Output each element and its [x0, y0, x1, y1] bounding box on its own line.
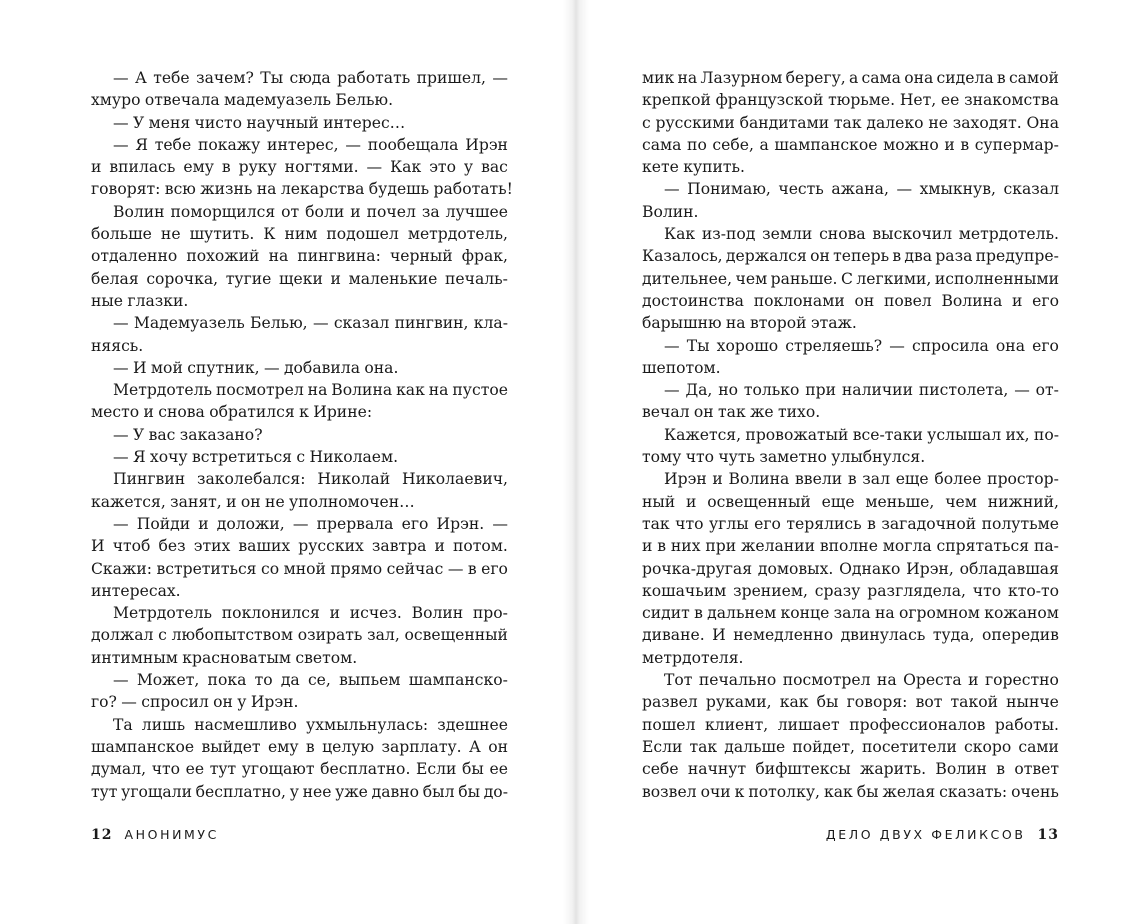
right-folio [826, 827, 1059, 843]
text-line: — Ты хорошо стреляешь? — спросила она его [664, 336, 1059, 355]
text-line: И чтоб без этих ваших русских завтра и потом. [91, 537, 508, 556]
text-line: Тот печально посмотрел на Ореста и горестно [664, 671, 1059, 690]
text-line: дительнее, чем раньше. С легкими, исполненными [642, 269, 1059, 288]
text-line: ные глазки. [91, 291, 189, 310]
left-page-text [91, 67, 513, 803]
text-line: говорят: всю жизнь на лекарства будешь работать! [91, 180, 513, 199]
text-line: го? — спросил он у Ирэн. [91, 693, 299, 712]
text-line: кошачьим зрением, сразу разглядела, что кто-то [642, 581, 1059, 600]
text-line: интимным красноватым светом. [91, 648, 358, 667]
text-line: белая сорочка, тугие щеки и маленькие печаль- [91, 269, 508, 288]
text-line: Метрдотель поклонился и исчез. Волин про- [113, 604, 508, 623]
text-line: Если так дальше пойдет, посетители скоро сами [642, 737, 1059, 756]
text-line: ный и освещенный еще меньше, чем нижний, [642, 492, 1059, 511]
text-line: — Понимаю, честь ажана, — хмыкнув, сказал [664, 180, 1059, 199]
text-line: шампанское выйдет ему в целую зарплату. А он [91, 737, 508, 756]
text-line: шепотом. [642, 358, 721, 377]
text-line: — Да, но только при наличии пистолета, — от- [664, 381, 1059, 400]
text-line: — Пойди и доложи, — прервала его Ирэн. — [113, 514, 508, 533]
text-line: сама по себе, а шампанское можно и в супермар- [642, 135, 1059, 154]
text-line: больше не шутить. К ним подошел метрдотель, [91, 225, 508, 244]
text-line: — Мадемуазель Белью, — сказал пингвин, кла- [113, 314, 508, 333]
text-line: возвел очи к потолку, как бы желая сказать: очень [642, 782, 1059, 801]
text-line: Та лишь насмешливо ухмыльнулась: здешнее [113, 715, 508, 734]
text-line: Волин поморщился от боли и почел за лучшее [113, 202, 508, 221]
text-line: Как из-под земли снова выскочил метрдотель. [664, 225, 1059, 244]
text-line: — Может, пока то да се, выпьем шампанско- [113, 671, 508, 690]
text-line: рочка-другая домовых. Однако Ирэн, обладавшая [642, 559, 1059, 578]
text-line: Скажи: встретиться со мной прямо сейчас — в его [91, 559, 508, 578]
text-line: — И мой спутник, — добавила она. [113, 358, 399, 377]
page-number: 13 [1037, 827, 1059, 843]
text-line: кете купить. [642, 158, 745, 177]
text-line: — У меня чисто научный интерес… [113, 113, 406, 132]
text-line: себе начнут бифштексы жарить. Волин в ответ [642, 760, 1059, 779]
text-line: думал, что ее тут угощают бесплатно. Если бы ее [91, 760, 508, 779]
text-line: барышню на второй этаж. [642, 314, 857, 333]
text-line: диване. И немедленно двинулась туда, опередив [642, 626, 1059, 645]
text-line: Кажется, провожатый все-таки услышал их, по- [664, 425, 1059, 444]
running-head: АНОНИМУС [124, 827, 219, 842]
left-folio [91, 827, 219, 843]
text-line: так что углы его терялись в загадочной полутьме [642, 514, 1059, 533]
text-line: — У вас заказано? [113, 425, 263, 444]
text-line: достоинства поклонами он повел Волина и его [642, 291, 1059, 310]
text-line: няясь. [91, 336, 144, 355]
text-line: место и снова обратился к Ирине: [91, 403, 373, 422]
text-line: тому что чуть заметно улыбнулся. [642, 448, 926, 467]
text-line: с русскими бандитами так далеко не заходят. Она [642, 113, 1059, 132]
text-line: мик на Лазурном берегу, а сама она сидела в самой [642, 69, 1059, 87]
text-line: должал с любопытством озирать зал, освещенный [91, 626, 508, 645]
text-line: Казалось, держался он теперь в два раза предупре- [642, 247, 1059, 266]
text-line: пошел клиент, лишает профессионалов работы. [642, 715, 1059, 734]
text-line: и впилась ему в руку ногтями. — Как это у вас [91, 158, 508, 177]
text-line: отдаленно похожий на пингвина: черный фрак, [91, 247, 508, 266]
text-line: интересах. [91, 581, 181, 600]
text-line: хмуро отвечала мадемуазель Белью. [91, 91, 394, 110]
running-head: ДЕЛО ДВУХ ФЕЛИКСОВ [825, 827, 1026, 842]
text-line: крепкой французской тюрьме. Нет, ее знакомства [642, 91, 1059, 110]
text-line: Пингвин заколебался: Николай Николаевич, [113, 470, 508, 489]
text-line: — Я хочу встретиться с Николаем. [113, 448, 399, 467]
text-line: вечал он так же тихо. [642, 403, 821, 422]
text-line: тут угощали бесплатно, у нее уже давно был бы до- [91, 782, 508, 801]
text-line: и в них при желании вполне могла спрятаться па- [642, 537, 1059, 556]
text-line: кажется, занят, и он не уполномочен… [91, 492, 415, 511]
left-page [0, 0, 573, 924]
text-line: метрдотеля. [642, 648, 744, 667]
text-line: — Я тебе покажу интерес, — пообещала Ирэн [113, 135, 508, 154]
text-line: сидит в дальнем конце зала на огромном кожаном [642, 604, 1059, 623]
text-line: Метрдотель посмотрел на Волина как на пустое [113, 381, 508, 400]
text-line: — А тебе зачем? Ты сюда работать пришел, — [113, 69, 508, 87]
text-line: Волин. [642, 202, 699, 221]
right-page-text [642, 67, 1059, 803]
page-number: 12 [91, 827, 113, 843]
text-line: Ирэн и Волина ввели в зал еще более простор- [664, 470, 1059, 489]
right-page [573, 0, 1147, 924]
text-line: развел руками, как бы говоря: вот такой нынче [642, 693, 1059, 712]
